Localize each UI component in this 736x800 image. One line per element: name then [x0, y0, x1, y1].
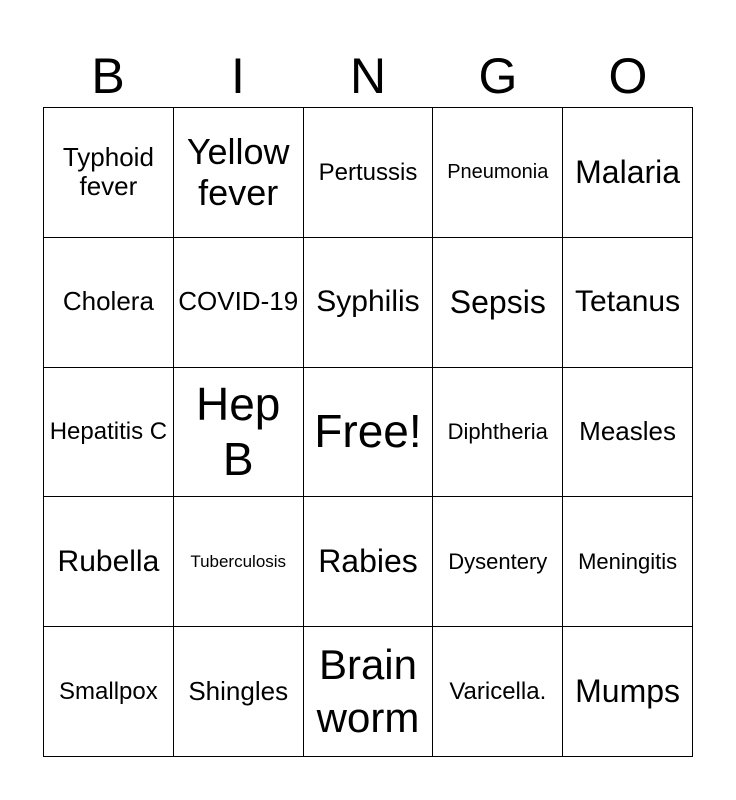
header-letter-o: O: [608, 48, 648, 104]
bingo-cell[interactable]: Sepsis: [433, 238, 563, 368]
bingo-cell[interactable]: Mumps: [563, 627, 693, 757]
bingo-cell[interactable]: Measles: [563, 368, 693, 498]
bingo-cell[interactable]: Tuberculosis: [174, 497, 304, 627]
bingo-cell[interactable]: Syphilis: [304, 238, 434, 368]
bingo-cell[interactable]: Hepatitis C: [44, 368, 174, 498]
bingo-header: [43, 45, 693, 107]
bingo-cell[interactable]: Yellow fever: [174, 108, 304, 238]
bingo-cell[interactable]: Brain worm: [304, 627, 434, 757]
bingo-cell[interactable]: Dysentery: [433, 497, 563, 627]
header-letter-i: I: [231, 48, 245, 104]
header-letter-n: N: [349, 48, 387, 104]
bingo-board: [43, 107, 693, 757]
bingo-cell[interactable]: Rabies: [304, 497, 434, 627]
bingo-cell[interactable]: Hep B: [174, 368, 304, 498]
bingo-cell[interactable]: Diphtheria: [433, 368, 563, 498]
bingo-free-space[interactable]: Free!: [304, 368, 434, 498]
bingo-cell[interactable]: Malaria: [563, 108, 693, 238]
bingo-cell[interactable]: Varicella.: [433, 627, 563, 757]
bingo-cell[interactable]: Rubella: [44, 497, 174, 627]
bingo-cell[interactable]: Tetanus: [563, 238, 693, 368]
bingo-cell[interactable]: Meningitis: [563, 497, 693, 627]
bingo-cell[interactable]: Pertussis: [304, 108, 434, 238]
bingo-cell[interactable]: Smallpox: [44, 627, 174, 757]
bingo-cell[interactable]: Pneumonia: [433, 108, 563, 238]
bingo-cell[interactable]: Shingles: [174, 627, 304, 757]
header-letter-b: B: [91, 48, 125, 104]
bingo-cell[interactable]: Cholera: [44, 238, 174, 368]
bingo-cell[interactable]: COVID-19: [174, 238, 304, 368]
header-letter-g: G: [478, 48, 518, 104]
bingo-cell[interactable]: Typhoid fever: [44, 108, 174, 238]
